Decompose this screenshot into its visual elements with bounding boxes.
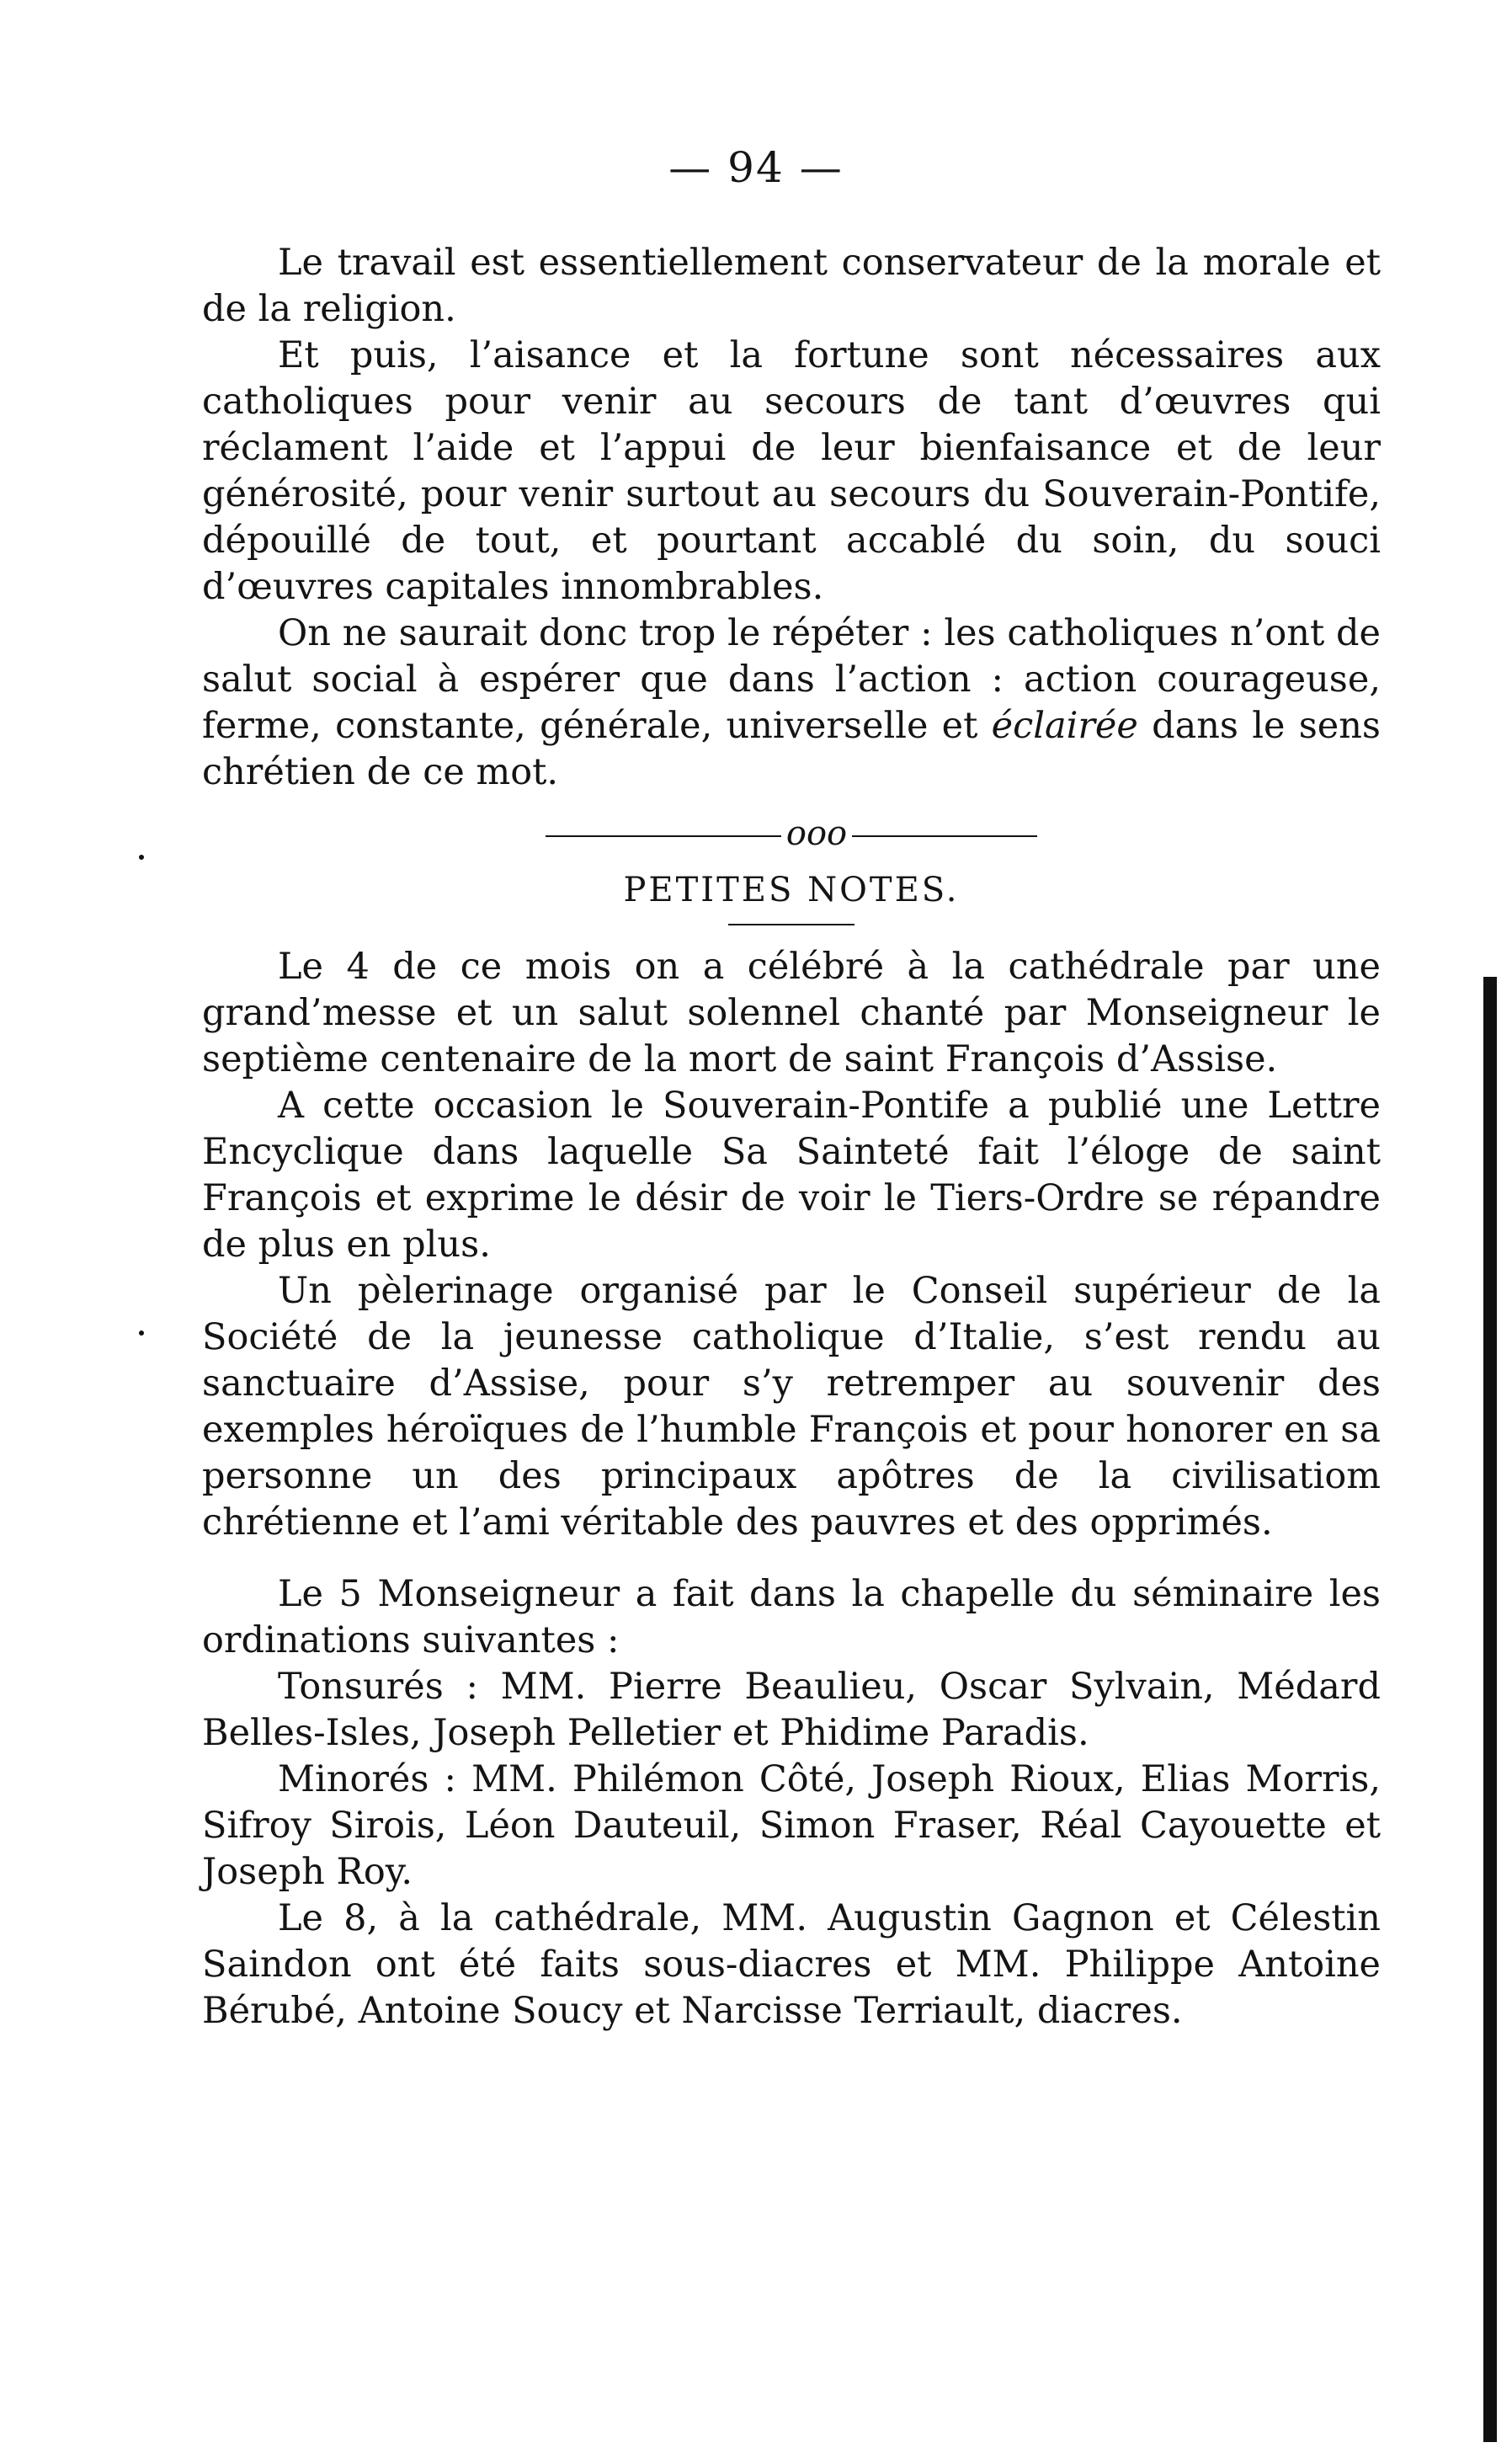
separator-line <box>852 835 1037 837</box>
paragraph: Tonsurés : MM. Pierre Beaulieu, Oscar Sylvain, Médard Belles-Isles, Joseph Pelletier et Phidime Paradis. <box>202 1666 1381 1754</box>
paragraph-end: dans le sens chrétien de ce mot. <box>202 705 1381 793</box>
paragraph: Minorés : MM. Philémon Côté, Joseph Rioux, Elias Morris, Sifroy Sirois, Léon Dauteuil, Simon Fraser, Réal Cayouette et Joseph Roy. <box>202 1758 1381 1893</box>
title-rule <box>728 924 854 925</box>
section-title: PETITES NOTES. <box>623 871 960 909</box>
separator-line <box>546 835 781 837</box>
paragraph: Le 8, à la cathédrale, MM. Augustin Gagnon et Célestin Saindon ont été faits sous-diacres et MM. Philippe Antoine Bérubé, Antoine Soucy et Narcisse Terriault, diacres. <box>202 1897 1381 2032</box>
body-text <box>202 240 1381 2034</box>
page-number: — 94 — <box>668 143 844 192</box>
separator <box>202 811 1381 857</box>
paragraph: Et puis, l’aisance et la fortune sont nécessaires aux catholiques pour venir au secours de tant d’œuvres qui réclament l’aide et l’appui de leur bienfaisance et de leur générosité, pour venir surtout au secours du Souverain-Pontife, dépouillé de tout, et pourtant accablé du soin, du souci d’œuvres capitales innombrables. <box>202 334 1381 608</box>
separator-mark: ooo <box>785 814 848 853</box>
scan-edge-bar <box>1483 977 1497 2442</box>
scan-speck <box>139 1330 144 1336</box>
paragraph: Le 4 de ce mois on a célébré à la cathédrale par une grand’messe et un salut solennel chanté par Monseigneur le septième centenaire de la mort de saint François d’Assise. <box>202 946 1381 1080</box>
paragraph: Le 5 Monseigneur a fait dans la chapelle du séminaire les ordinations suivantes : <box>202 1573 1381 1661</box>
emphasis: éclairée <box>991 705 1138 747</box>
paragraph: A cette occasion le Souverain-Pontife a publié une Lettre Encyclique dans laquelle Sa Sainteté fait l’éloge de saint François et exprime le désir de voir le Tiers-Ordre se répandre de plus en plus. <box>202 1085 1381 1266</box>
paragraph <box>202 611 1381 796</box>
paragraph-gap <box>202 1546 1381 1571</box>
paragraph-text: On ne saurait donc trop le répéter : les catholiques n’ont de salut social à espérer que dans l’action : action courageuse, ferme, constante, générale, universelle et <box>202 612 1381 747</box>
scan-speck <box>139 855 144 860</box>
paragraph: Un pèlerinage organisé par le Conseil supérieur de la Société de la jeunesse catholique d’Italie, s’est rendu au sanctuaire d’Assise, pour s’y retremper au souvenir des exemples héroïques de l’humble François et pour honorer en sa personne un des principaux apôtres de la civilisatiom chrétienne et l’ami véritable des pauvres et des opprimés. <box>202 1270 1381 1544</box>
paragraph: Le travail est essentiellement conservateur de la morale et de la religion. <box>202 242 1381 330</box>
